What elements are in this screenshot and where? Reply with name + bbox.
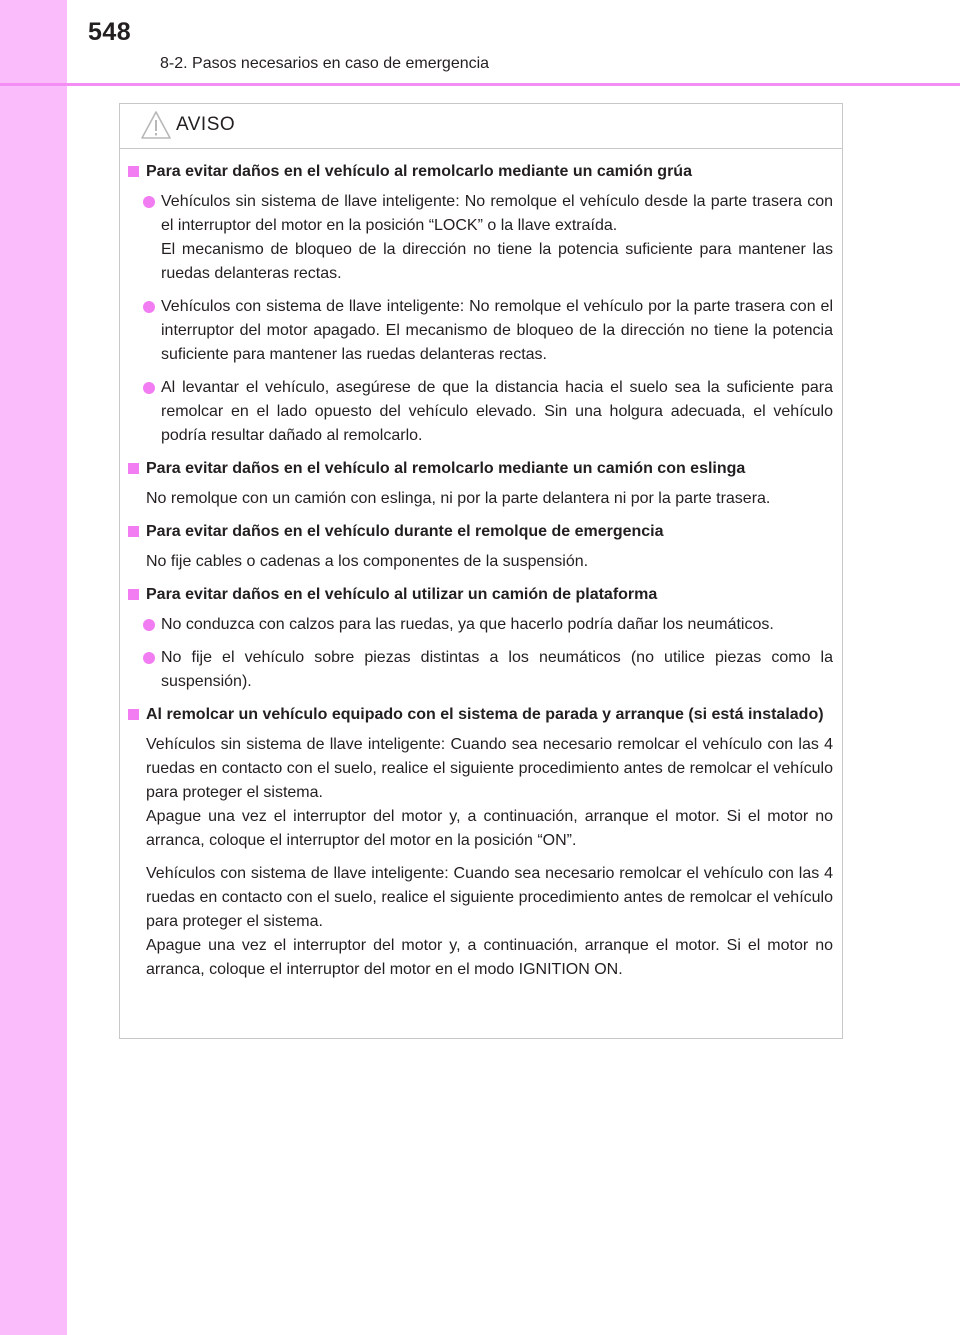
section-heading: Para evitar daños en el vehículo al remolcarlo mediante un camión grúa [128,160,833,184]
list-item: No fije el vehículo sobre piezas distintas a los neumáticos (no utilice piezas como la suspensión). [128,646,833,694]
square-bullet-icon [128,589,139,600]
paragraph: Vehículos sin sistema de llave inteligente: Cuando sea necesario remolcar el vehículo con las 4 ruedas en contacto con el suelo, realice el siguiente procedimiento antes de remolcar el vehículo para proteger el sistema. Apague una vez el interruptor del motor y, a continuación, arranque el motor. Si el motor no arranca, coloque el interruptor del motor en la posición “ON”. [146,736,833,849]
side-tab-band [0,0,67,1335]
section-heading: Para evitar daños en el vehículo al utilizar un camión de plataforma [128,583,833,607]
warning-label: AVISO [176,114,236,135]
warning-triangle-icon [140,110,172,140]
list-item: Vehículos con sistema de llave inteligente: No remolque el vehículo por la parte trasera con el interruptor del motor apagado. El mecanismo de bloqueo de la dirección no tiene la potencia suficiente para mantener las ruedas delanteras rectas. [128,295,833,367]
circle-bullet-icon [143,301,155,313]
warning-content [128,160,833,991]
warning-header [120,104,842,149]
list-item: No conduzca con calzos para las ruedas, ya que hacerlo podría dañar los neumáticos. [128,613,833,637]
list-item: Vehículos sin sistema de llave inteligente: No remolque el vehículo desde la parte trasera con el interruptor del motor en la posición “LOCK” o la llave extraída. El mecanismo de bloqueo de la dirección no tiene la potencia suficiente para mantener las ruedas delanteras rectas. [128,190,833,286]
list-item: Al levantar el vehículo, asegúrese de que la distancia hacia el suelo sea la suficiente para remolcar en el lado opuesto del vehículo elevado. Sin una holgura adecuada, el vehículo podría resultar dañado al remolcarlo. [128,376,833,448]
section-heading: Al remolcar un vehículo equipado con el sistema de parada y arranque (si está instalado) [128,703,833,727]
square-bullet-icon [128,709,139,720]
section-heading: Para evitar daños en el vehículo al remolcarlo mediante un camión con eslinga [128,457,833,481]
section-heading: Para evitar daños en el vehículo durante el remolque de emergencia [128,520,833,544]
circle-bullet-icon [143,196,155,208]
section-title: 8-2. Pasos necesarios en caso de emergencia [160,55,490,72]
square-bullet-icon [128,526,139,537]
paragraph: Vehículos con sistema de llave inteligente: Cuando sea necesario remolcar el vehículo con las 4 ruedas en contacto con el suelo, realice el siguiente procedimiento antes de remolcar el vehículo para proteger el sistema. Apague una vez el interruptor del motor y, a continuación, arranque el motor. Si el motor no arranca, coloque el interruptor del motor en el modo IGNITION ON. [146,865,833,978]
square-bullet-icon [128,166,139,177]
header-divider [0,83,960,86]
paragraph: No fije cables o cadenas a los componentes de la suspensión. [146,553,589,570]
square-bullet-icon [128,463,139,474]
page-number: 548 [88,18,132,46]
paragraph: No remolque con un camión con eslinga, ni por la parte delantera ni por la parte trasera. [146,490,771,507]
circle-bullet-icon [143,619,155,631]
circle-bullet-icon [143,382,155,394]
warning-box [119,103,843,1039]
circle-bullet-icon [143,652,155,664]
